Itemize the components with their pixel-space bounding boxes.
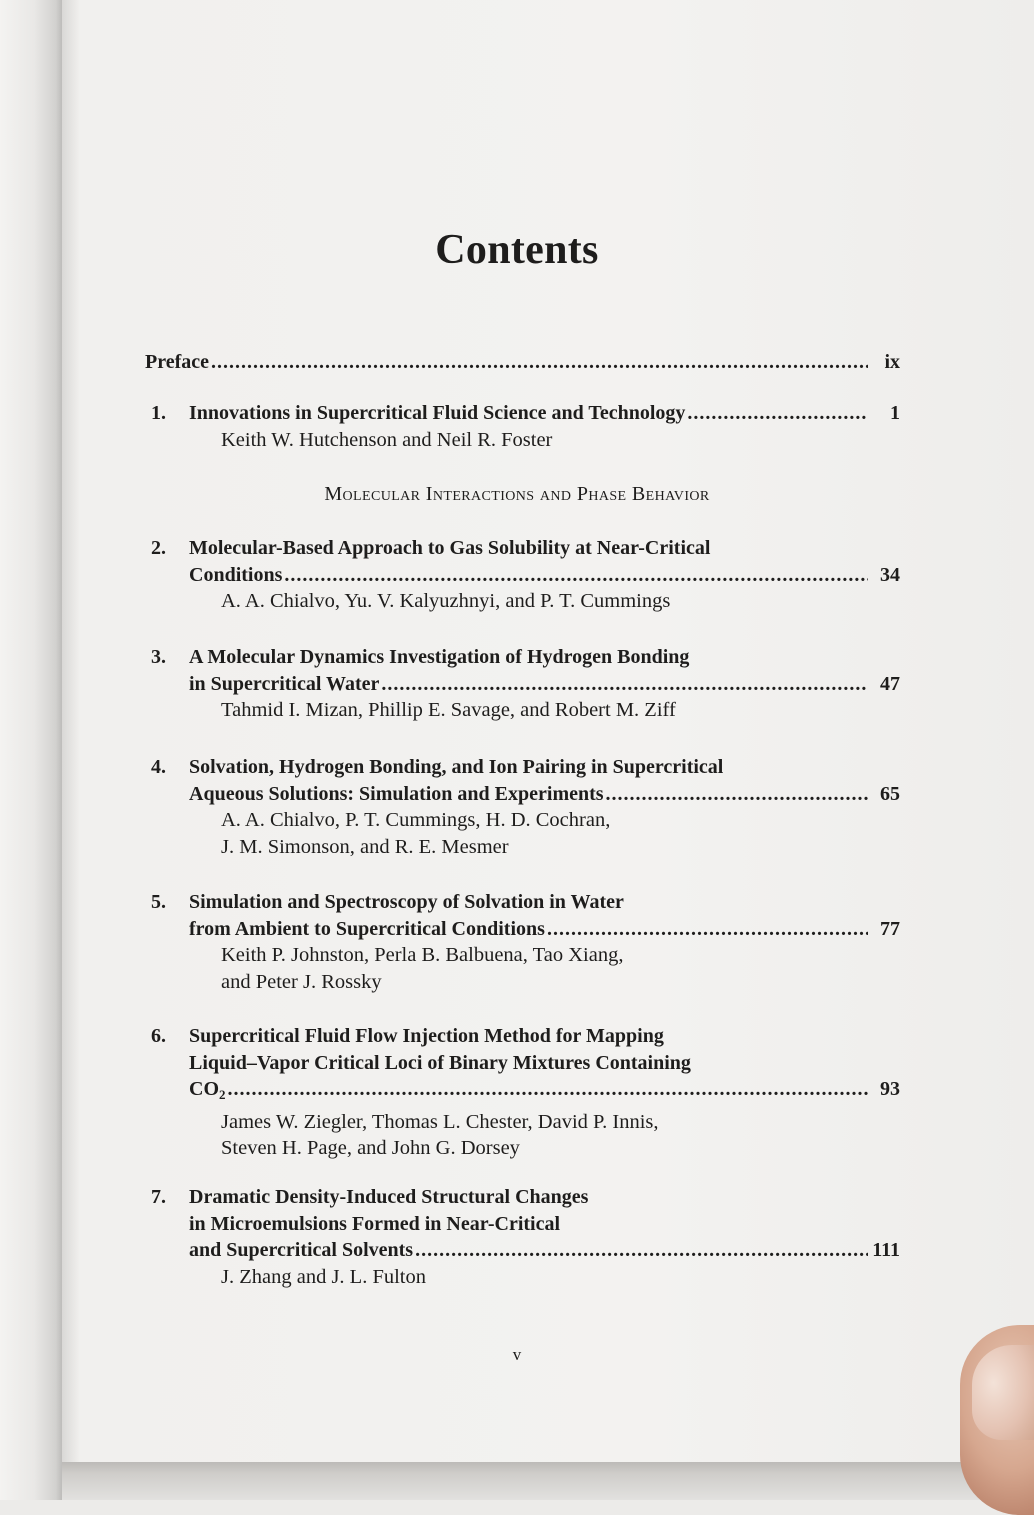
- chapter-authors: A. A. Chialvo, Yu. V. Kalyuzhnyi, and P. T. Cummings: [221, 590, 671, 612]
- page-number: 111: [872, 1239, 900, 1261]
- dot-leader: [687, 400, 868, 427]
- dot-leader: [547, 916, 868, 943]
- chapter-authors: A. A. Chialvo, P. T. Cummings, H. D. Cochran,: [221, 809, 611, 831]
- chapter-authors: Keith P. Johnston, Perla B. Balbuena, Tao Xiang,: [221, 944, 624, 966]
- chapter-number: 7.: [151, 1186, 166, 1208]
- page-number: 1: [890, 402, 900, 424]
- chapter-title-line: Liquid–Vapor Critical Loci of Binary Mixtures Containing: [189, 1051, 691, 1074]
- chapter-title: Innovations in Supercritical Fluid Science and Technology: [189, 402, 686, 424]
- toc-entry-chapter-2: [145, 535, 900, 615]
- chapter-title-line: Aqueous Solutions: Simulation and Experiments: [189, 782, 604, 805]
- chapter-authors: Keith W. Hutchenson and Neil R. Foster: [221, 428, 553, 451]
- chapter-number: 1.: [151, 402, 166, 424]
- chapter-title-line: in Supercritical Water: [189, 672, 380, 695]
- chapter-number: 2.: [151, 537, 166, 559]
- chapter-number: 4.: [151, 756, 166, 778]
- toc-entry-chapter-7: [145, 1184, 900, 1290]
- toc-entry-chapter-6: [145, 1023, 900, 1162]
- page-number: ix: [884, 351, 900, 373]
- book-spine-edge: [0, 0, 62, 1500]
- chapter-authors: J. M. Simonson, and R. E. Mesmer: [221, 835, 509, 858]
- chemical-formula: CO: [189, 1078, 219, 1100]
- chapter-authors: J. Zhang and J. L. Fulton: [221, 1265, 426, 1288]
- chapter-title-line: Conditions: [189, 563, 283, 586]
- chapter-authors: Steven H. Page, and John G. Dorsey: [221, 1137, 520, 1159]
- dot-leader: [415, 1237, 868, 1264]
- toc-entry-chapter-1: [145, 400, 900, 453]
- toc-entry-chapter-4: [145, 754, 900, 860]
- page-folio: v: [512, 1345, 522, 1364]
- chapter-title-line: Supercritical Fluid Flow Injection Method for Mapping: [189, 1025, 664, 1047]
- page-number: 65: [880, 782, 900, 805]
- page-number: 34: [880, 563, 900, 586]
- chapter-authors: and Peter J. Rossky: [221, 970, 382, 993]
- dot-leader: [211, 349, 868, 376]
- chapter-title-line: Dramatic Density-Induced Structural Changes: [189, 1186, 589, 1208]
- toc-entry-chapter-3: [145, 644, 900, 724]
- chapter-authors: James W. Ziegler, Thomas L. Chester, David P. Innis,: [221, 1110, 659, 1133]
- page-title: Contents: [435, 227, 599, 273]
- dot-leader: [606, 781, 868, 808]
- chapter-title-line: Solvation, Hydrogen Bonding, and Ion Pairing in Supercritical: [189, 756, 724, 778]
- chapter-title-line: A Molecular Dynamics Investigation of Hydrogen Bonding: [189, 646, 690, 668]
- page-number: 47: [880, 672, 900, 695]
- page-number: 77: [880, 917, 900, 940]
- chapter-title-line: and Supercritical Solvents: [189, 1239, 414, 1261]
- subscript: 2: [219, 1087, 226, 1102]
- chapter-title-line: Molecular-Based Approach to Gas Solubility at Near-Critical: [189, 537, 711, 559]
- chapter-number: 5.: [151, 891, 166, 913]
- dot-leader: [284, 562, 868, 589]
- page-number: 93: [880, 1078, 900, 1100]
- toc-entry-preface: [145, 349, 900, 376]
- section-header: Molecular Interactions and Phase Behavior: [324, 483, 710, 505]
- chapter-title-line: [145, 1076, 226, 1109]
- chapter-authors: Tahmid I. Mizan, Phillip E. Savage, and Robert M. Ziff: [221, 699, 676, 721]
- thumbnail-highlight: [972, 1345, 1034, 1440]
- chapter-title-line: from Ambient to Supercritical Conditions: [189, 917, 545, 940]
- dot-leader: [381, 671, 868, 698]
- chapter-title-line: Simulation and Spectroscopy of Solvation in Water: [189, 891, 624, 913]
- toc-entry-chapter-5: [145, 889, 900, 995]
- page-bottom-edge: [62, 1462, 1034, 1500]
- chapter-number: 3.: [151, 646, 166, 668]
- chapter-number: 6.: [151, 1025, 166, 1047]
- chapter-title-line: in Microemulsions Formed in Near-Critical: [189, 1212, 561, 1235]
- dot-leader: [228, 1076, 869, 1103]
- preface-label: Preface: [145, 351, 210, 373]
